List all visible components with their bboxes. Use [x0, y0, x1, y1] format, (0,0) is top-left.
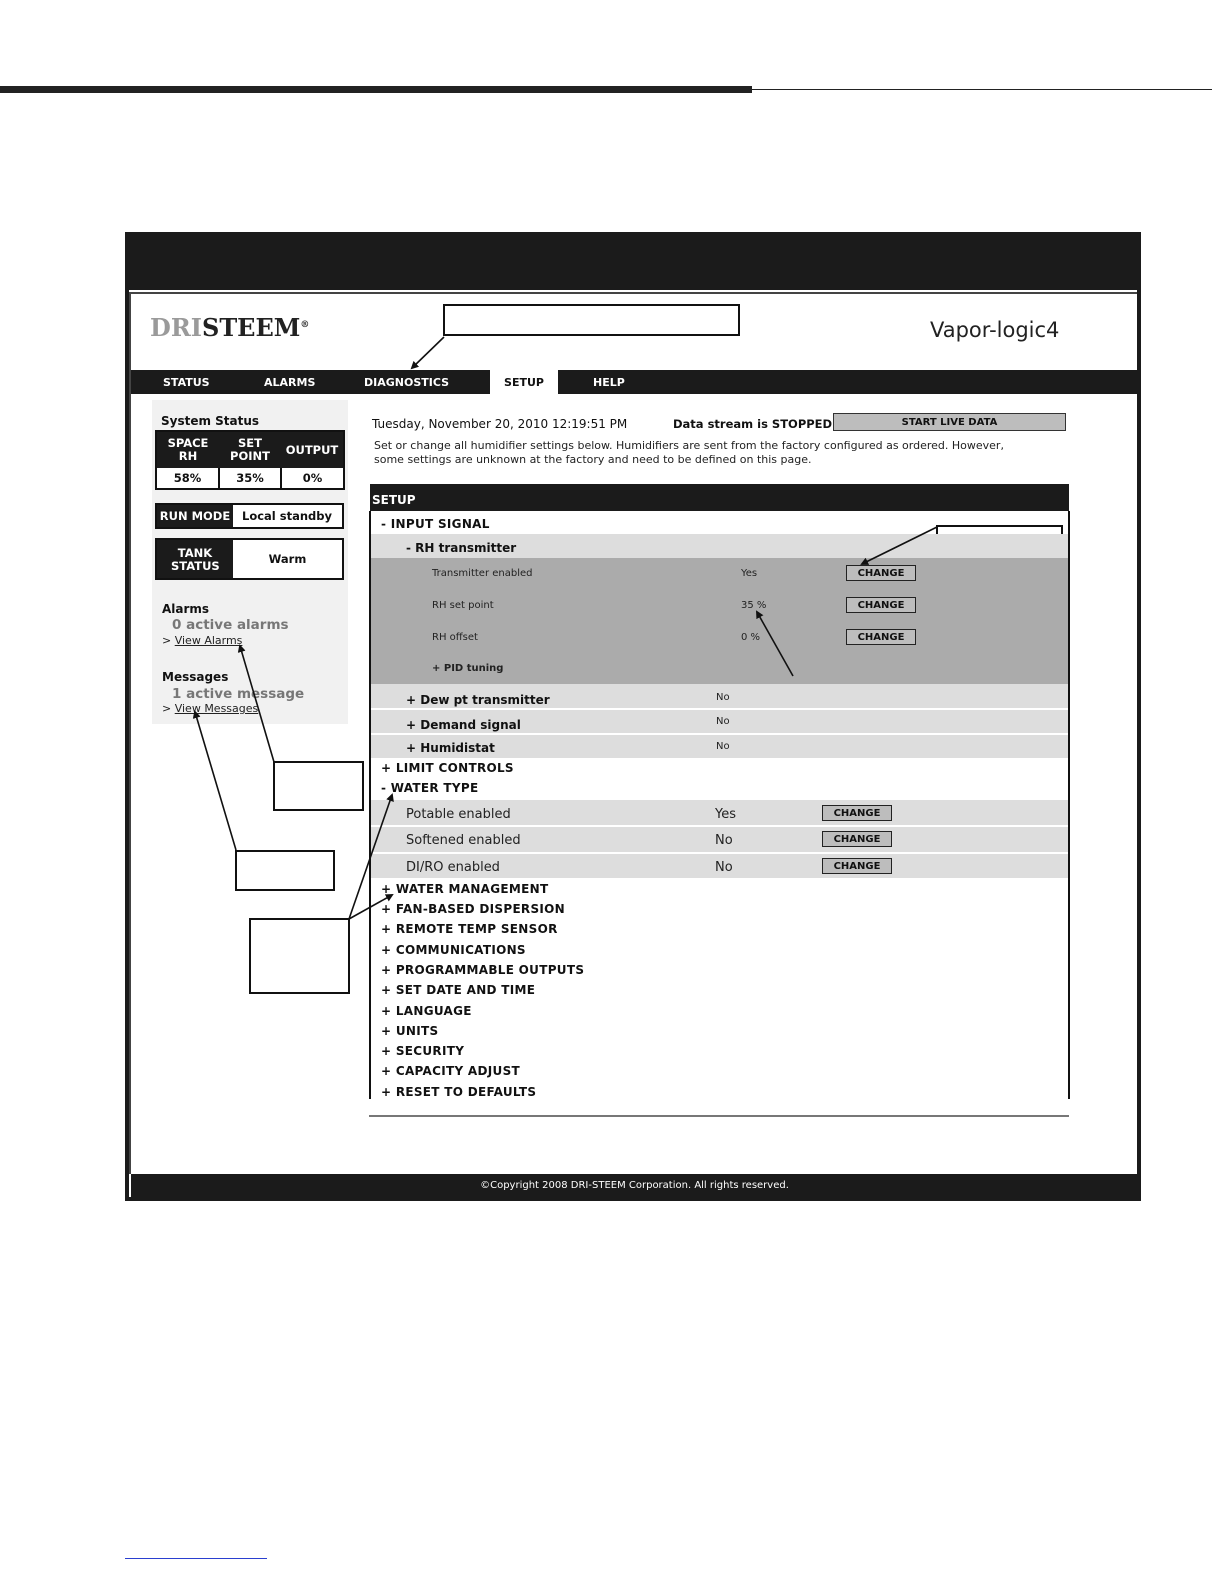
link-arrow-icon: >: [162, 634, 172, 647]
section-fan-based-dispersion[interactable]: + FAN-BASED DISPERSION: [381, 902, 566, 916]
copyright-footer: ©Copyright 2008 DRI-STEEM Corporation. All rights reserved.: [131, 1174, 1138, 1197]
change-rh-offset-button[interactable]: CHANGE: [846, 629, 916, 645]
section-programmable-outputs[interactable]: + PROGRAMMABLE OUTPUTS: [381, 963, 585, 977]
leader-line-messages: [195, 712, 236, 850]
section-security[interactable]: + SECURITY: [381, 1044, 465, 1058]
start-live-data-button[interactable]: START LIVE DATA: [833, 413, 1066, 431]
tab-setup[interactable]: SETUP: [490, 370, 558, 394]
messages-count: 1 active message: [172, 686, 305, 702]
change-softened-enabled-button[interactable]: CHANGE: [822, 831, 892, 847]
change-transmitter-enabled-button[interactable]: CHANGE: [846, 565, 916, 581]
space-rh-header: SPACE RH: [157, 432, 219, 468]
section-water-type[interactable]: - WATER TYPE: [381, 781, 479, 795]
section-units[interactable]: + UNITS: [381, 1024, 439, 1038]
run-mode-label: RUN MODE: [157, 505, 233, 527]
current-datetime: Tuesday, November 20, 2010 12:19:51 PM: [372, 417, 628, 431]
section-remote-temp-sensor[interactable]: + REMOTE TEMP SENSOR: [381, 922, 558, 936]
setup-intro-line-2: some settings are unknown at the factory and need to be defined on this page.: [374, 453, 812, 466]
output-value: 0%: [282, 468, 343, 488]
leader-line-alarms: [240, 646, 274, 762]
rh-transmitter-toggle[interactable]: - RH transmitter: [406, 541, 517, 555]
transmitter-enabled-value: Yes: [741, 568, 758, 579]
transmitter-enabled-label: Transmitter enabled: [432, 568, 533, 579]
section-set-date-and-time[interactable]: + SET DATE AND TIME: [381, 983, 536, 997]
section-reset-to-defaults[interactable]: + RESET TO DEFAULTS: [381, 1085, 537, 1099]
dristeem-logo: DRISTEEM®: [150, 313, 310, 342]
section-capacity-adjust[interactable]: + CAPACITY ADJUST: [381, 1064, 521, 1078]
set-point-header: SET POINT: [219, 432, 281, 468]
potable-enabled-label: Potable enabled: [406, 807, 511, 822]
tab-help[interactable]: HELP: [593, 376, 625, 389]
space-rh-value: 58%: [157, 468, 220, 488]
setup-intro-line-1: Set or change all humidifier settings below. Humidifiers are sent from the factory configured as ordered. However,: [374, 439, 1004, 452]
tab-status[interactable]: STATUS: [163, 376, 210, 389]
tank-status-value: Warm: [233, 540, 342, 578]
run-mode-value: Local standby: [233, 505, 342, 527]
leader-line-water-type: [349, 795, 392, 919]
humidistat-value: No: [716, 741, 730, 752]
change-rh-set-point-button[interactable]: CHANGE: [846, 597, 916, 613]
tab-alarms[interactable]: ALARMS: [264, 376, 316, 389]
view-alarms-link[interactable]: View Alarms: [174, 634, 243, 647]
section-input-signal[interactable]: - INPUT SIGNAL: [381, 517, 490, 531]
diro-enabled-value: No: [715, 860, 733, 875]
demand-signal-toggle[interactable]: + Demand signal: [406, 718, 521, 732]
messages-title: Messages: [162, 670, 229, 684]
alarms-title: Alarms: [162, 602, 210, 616]
rh-set-point-label: RH set point: [432, 600, 494, 611]
output-header: OUTPUT: [281, 432, 343, 468]
section-language[interactable]: + LANGUAGE: [381, 1004, 472, 1018]
softened-enabled-value: No: [715, 833, 733, 848]
link-arrow-icon: >: [162, 702, 172, 715]
rh-offset-value: 0 %: [741, 632, 761, 643]
leader-line-value: [757, 612, 793, 676]
view-messages-link[interactable]: View Messages: [174, 702, 259, 715]
dew-pt-transmitter-value: No: [716, 692, 730, 703]
tank-status-label: TANK STATUS: [157, 540, 233, 578]
product-name: Vapor-logic4: [930, 318, 1060, 342]
change-potable-enabled-button[interactable]: CHANGE: [822, 805, 892, 821]
section-limit-controls[interactable]: + LIMIT CONTROLS: [381, 761, 514, 775]
softened-enabled-label: Softened enabled: [406, 833, 521, 848]
leader-line-change: [862, 527, 937, 564]
rh-set-point-value: 35 %: [741, 600, 767, 611]
dew-pt-transmitter-toggle[interactable]: + Dew pt transmitter: [406, 693, 550, 707]
set-point-value: 35%: [220, 468, 282, 488]
alarms-count: 0 active alarms: [172, 617, 289, 633]
change-diro-enabled-button[interactable]: CHANGE: [822, 858, 892, 874]
demand-signal-value: No: [716, 716, 730, 727]
rh-offset-label: RH offset: [432, 632, 478, 643]
data-stream-status: Data stream is STOPPED: [673, 417, 833, 431]
potable-enabled-value: Yes: [715, 807, 736, 822]
system-status-title: System Status: [161, 414, 260, 428]
leader-line-tabs: [412, 337, 444, 368]
tab-diagnostics[interactable]: DIAGNOSTICS: [364, 376, 450, 389]
humidistat-toggle[interactable]: + Humidistat: [406, 741, 495, 755]
section-water-management[interactable]: + WATER MANAGEMENT: [381, 882, 549, 896]
diro-enabled-label: DI/RO enabled: [406, 860, 500, 875]
section-communications[interactable]: + COMMUNICATIONS: [381, 943, 526, 957]
pid-tuning-toggle[interactable]: + PID tuning: [432, 663, 504, 674]
setup-panel-title: SETUP: [370, 484, 1069, 511]
